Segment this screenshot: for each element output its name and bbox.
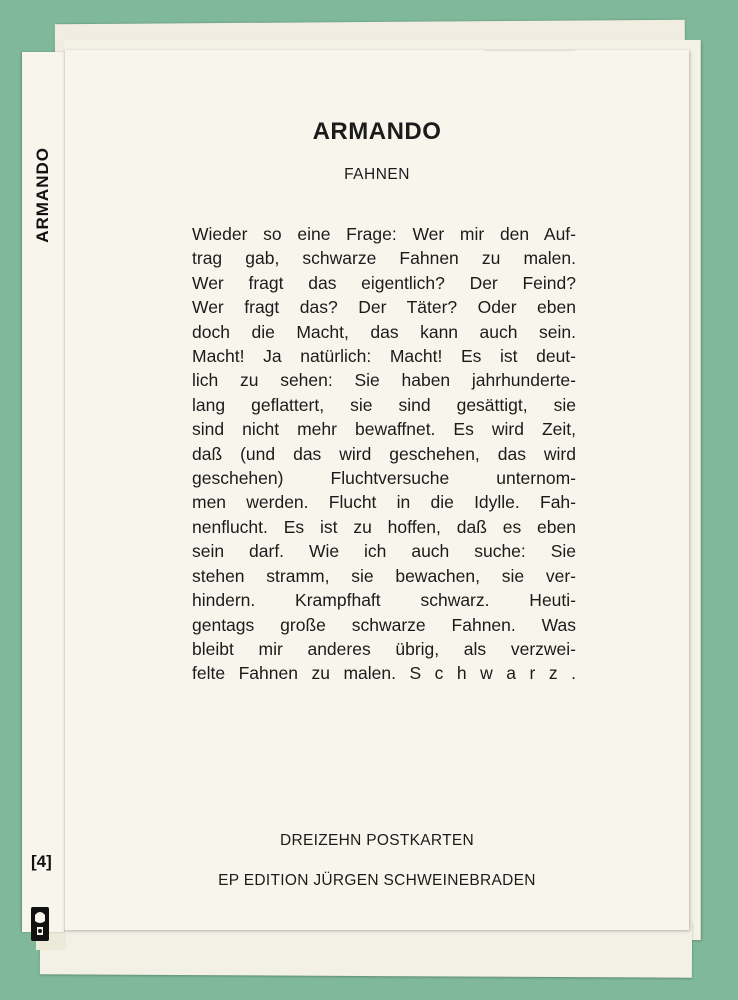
postcard-front [64,50,689,930]
publisher-label: EP EDITION JÜRGEN SCHWEINEBRADEN [218,872,536,889]
publisher-logo-icon [31,907,49,941]
body-line: sind nicht mehr bewaffnet. Es wird Zeit, [192,419,576,440]
body-text [192,222,576,686]
body-line-last: felte Fahnen zu malen. S c h w a r z . [192,663,576,684]
body-line: trag gab, schwarze Fahnen zu malen. [192,248,576,269]
spine-volume-number: [4] [31,852,52,871]
card-subtitle: FAHNEN [344,166,410,183]
spine-title: ARMANDO [33,147,52,243]
body-line: men werden. Flucht in die Idylle. Fah- [192,492,576,513]
card-title: ARMANDO [312,118,442,145]
body-line: lang geflattert, sie sind gesättigt, sie [192,394,576,415]
series-label: DREIZEHN POSTKARTEN [279,832,475,849]
body-line: Macht! Ja natürlich: Macht! Es ist deut- [192,346,576,367]
body-line: hindern. Krampfhaft schwarz. Heuti- [192,590,576,611]
body-line: Wer fragt das? Der Täter? Oder eben [192,297,576,318]
body-line: doch die Macht, das kann auch sein. [192,321,576,342]
paper-crease [485,50,575,111]
body-line: gentags große schwarze Fahnen. Was [192,614,576,635]
body-line: bleibt mir anderes übrig, als verzwei- [192,638,576,659]
body-line: lich zu sehen: Sie haben jahrhunderte- [192,370,576,391]
body-line: Wer fragt das eigentlich? Der Feind? [192,272,576,293]
body-line: geschehen) Fluchtversuche unternom- [192,468,576,489]
body-line: sein darf. Wie ich auch suche: Sie [192,541,576,562]
box-spine [22,52,65,932]
body-line: stehen stramm, sie bewachen, sie ver- [192,565,576,586]
body-line: Wieder so eine Frage: Wer mir den Auf- [192,224,576,244]
body-line: nenflucht. Es ist zu hoffen, daß es eben [192,516,576,537]
body-line: daß (und das wird geschehen, das wird [192,443,576,464]
